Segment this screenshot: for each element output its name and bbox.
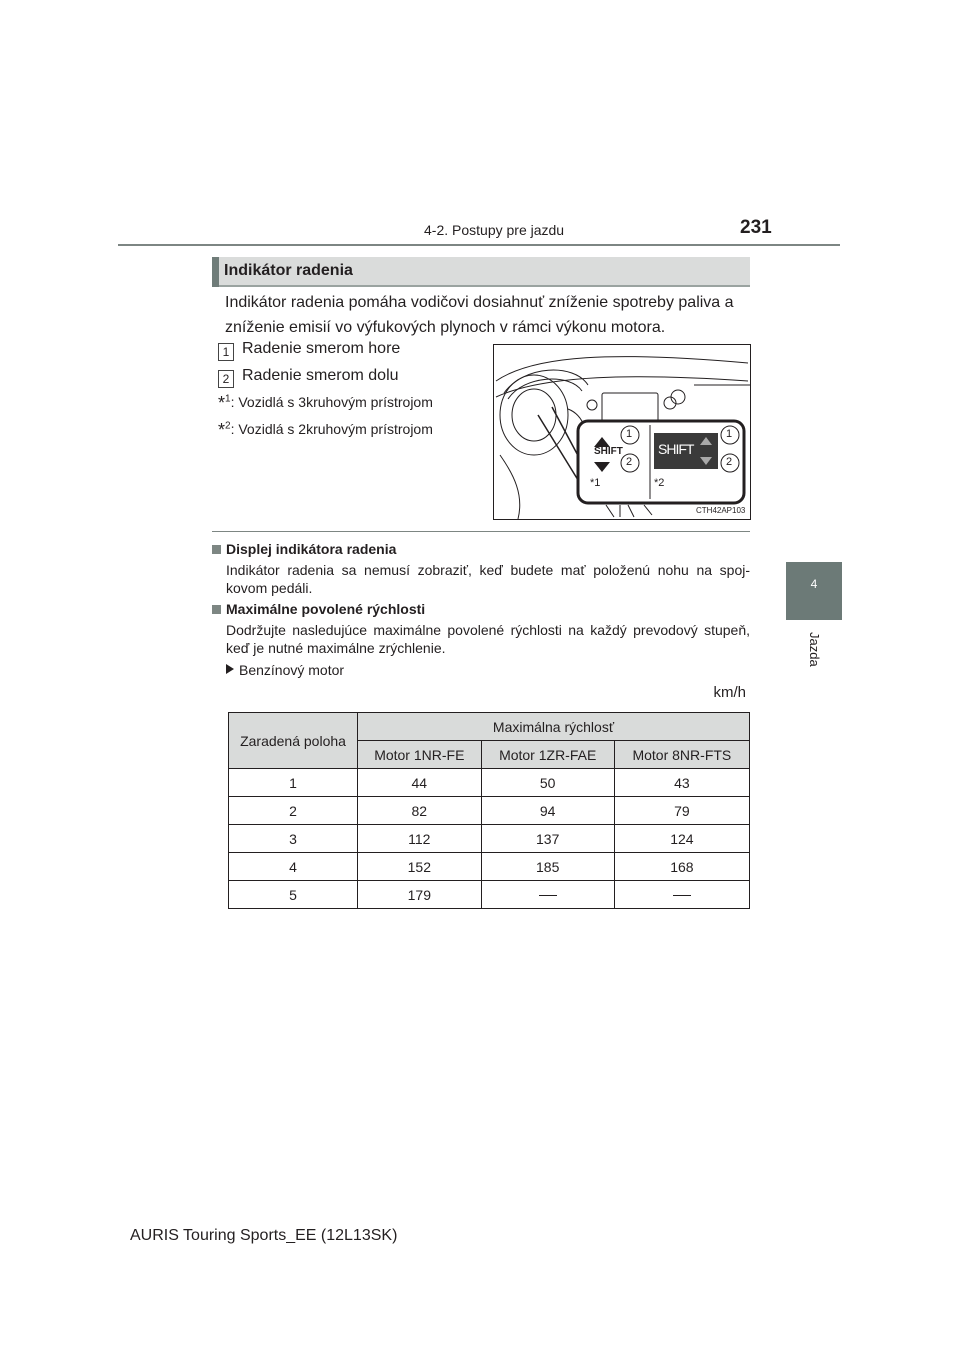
table-cell: 137: [481, 825, 614, 853]
page-footer: AURIS Touring Sports_EE (12L13SK): [130, 1227, 398, 1244]
table-cell: 2: [229, 797, 358, 825]
page-number: 231: [740, 217, 772, 238]
chapter-tab: [786, 562, 842, 620]
table-cell: 94: [481, 797, 614, 825]
section-title: Indikátor radenia: [224, 262, 353, 279]
shift-label-right: SHIFT: [658, 441, 694, 457]
header-rule: [118, 244, 840, 246]
dashboard-drawing: [494, 345, 750, 519]
callout-num-1-left: 1: [626, 428, 633, 440]
table-cell: 44: [358, 769, 482, 797]
footnote-1: *$^1$: Vozidlá s 3kruhovým prístrojom: [218, 393, 433, 413]
table-cell-na: [614, 881, 749, 909]
running-header: 4-2. Postupy pre jazdu: [424, 222, 565, 238]
number-badge-2: 2: [218, 370, 234, 388]
note-heading-speeds: Maximálne povolené rýchlosti: [212, 601, 425, 617]
shift-label-left: SHIFT: [594, 446, 623, 457]
chapter-label: Jazda: [807, 632, 822, 667]
intro-paragraph: Indikátor radenia pomáha vodičovi dosiahnuť zníženie spotreby paliva a zníženie emisií vo výfukových plynoch v rámci výkonu motora.: [225, 294, 734, 336]
table-header-group: Maximálna rýchlosť: [358, 713, 750, 741]
bullet-square-icon: [212, 605, 221, 614]
callout-num-2-right: 2: [726, 456, 733, 468]
table-cell: 5: [229, 881, 358, 909]
table-cell: 112: [358, 825, 482, 853]
bullet-square-icon: [212, 545, 221, 554]
table-cell: 152: [358, 853, 482, 881]
table-row: [229, 881, 750, 909]
unit-label: km/h: [713, 684, 746, 701]
table-row: [229, 853, 750, 881]
dashboard-illustration: [493, 344, 751, 520]
number-badge-1: 1: [218, 343, 234, 361]
figure-code: CTH42AP103: [696, 506, 746, 515]
item-shift-up: Radenie smerom hore: [242, 340, 401, 357]
callout-num-1-right: 1: [726, 428, 733, 440]
table-row: [229, 769, 750, 797]
section-bar-accent: [212, 257, 219, 287]
footnote-2: *$^2$: Vozidlá s 2kruhovým prístrojom: [218, 420, 433, 440]
chapter-number: 4: [810, 577, 818, 591]
table-cell: 124: [614, 825, 749, 853]
sub-heading: Benzínový motor: [226, 662, 344, 678]
variant-mark-2: *2: [654, 477, 665, 489]
note-body-speeds: Dodržujte nasledujúce maximálne povolené rýchlosti na každý prevodový stupeň, keď je nutné maximálne zrýchlenie.: [226, 622, 750, 656]
table-cell: 50: [481, 769, 614, 797]
table-cell: 43: [614, 769, 749, 797]
table-cell: 1: [229, 769, 358, 797]
item-shift-down: Radenie smerom dolu: [242, 367, 399, 384]
note-heading-display: Displej indikátora radenia: [212, 541, 396, 557]
dash-icon: [539, 895, 557, 896]
table-row: [229, 797, 750, 825]
table-header-gear: Zaradená poloha: [229, 713, 358, 769]
table-cell-na: [481, 881, 614, 909]
table-cell: 3: [229, 825, 358, 853]
table-header-engine: Motor 1NR-FE: [358, 741, 482, 769]
table-cell: 179: [358, 881, 482, 909]
table-header-engine: Motor 8NR-FTS: [614, 741, 749, 769]
table-cell: 4: [229, 853, 358, 881]
variant-mark-1: *1: [590, 477, 601, 489]
table-header-engine: Motor 1ZR-FAE: [481, 741, 614, 769]
table-cell: 168: [614, 853, 749, 881]
dash-icon: [673, 895, 691, 896]
table-cell: 185: [481, 853, 614, 881]
table-cell: 82: [358, 797, 482, 825]
table-cell: 79: [614, 797, 749, 825]
section-divider: [212, 531, 750, 532]
triangle-bullet-icon: [226, 664, 234, 674]
speed-table: [228, 712, 750, 909]
note-body-display: Indikátor radenia sa nemusí zobraziť, keď budete mať položenú nohu na spoj- kovom pedáli.: [226, 562, 750, 596]
table-row: [229, 825, 750, 853]
callout-num-2-left: 2: [626, 456, 633, 468]
